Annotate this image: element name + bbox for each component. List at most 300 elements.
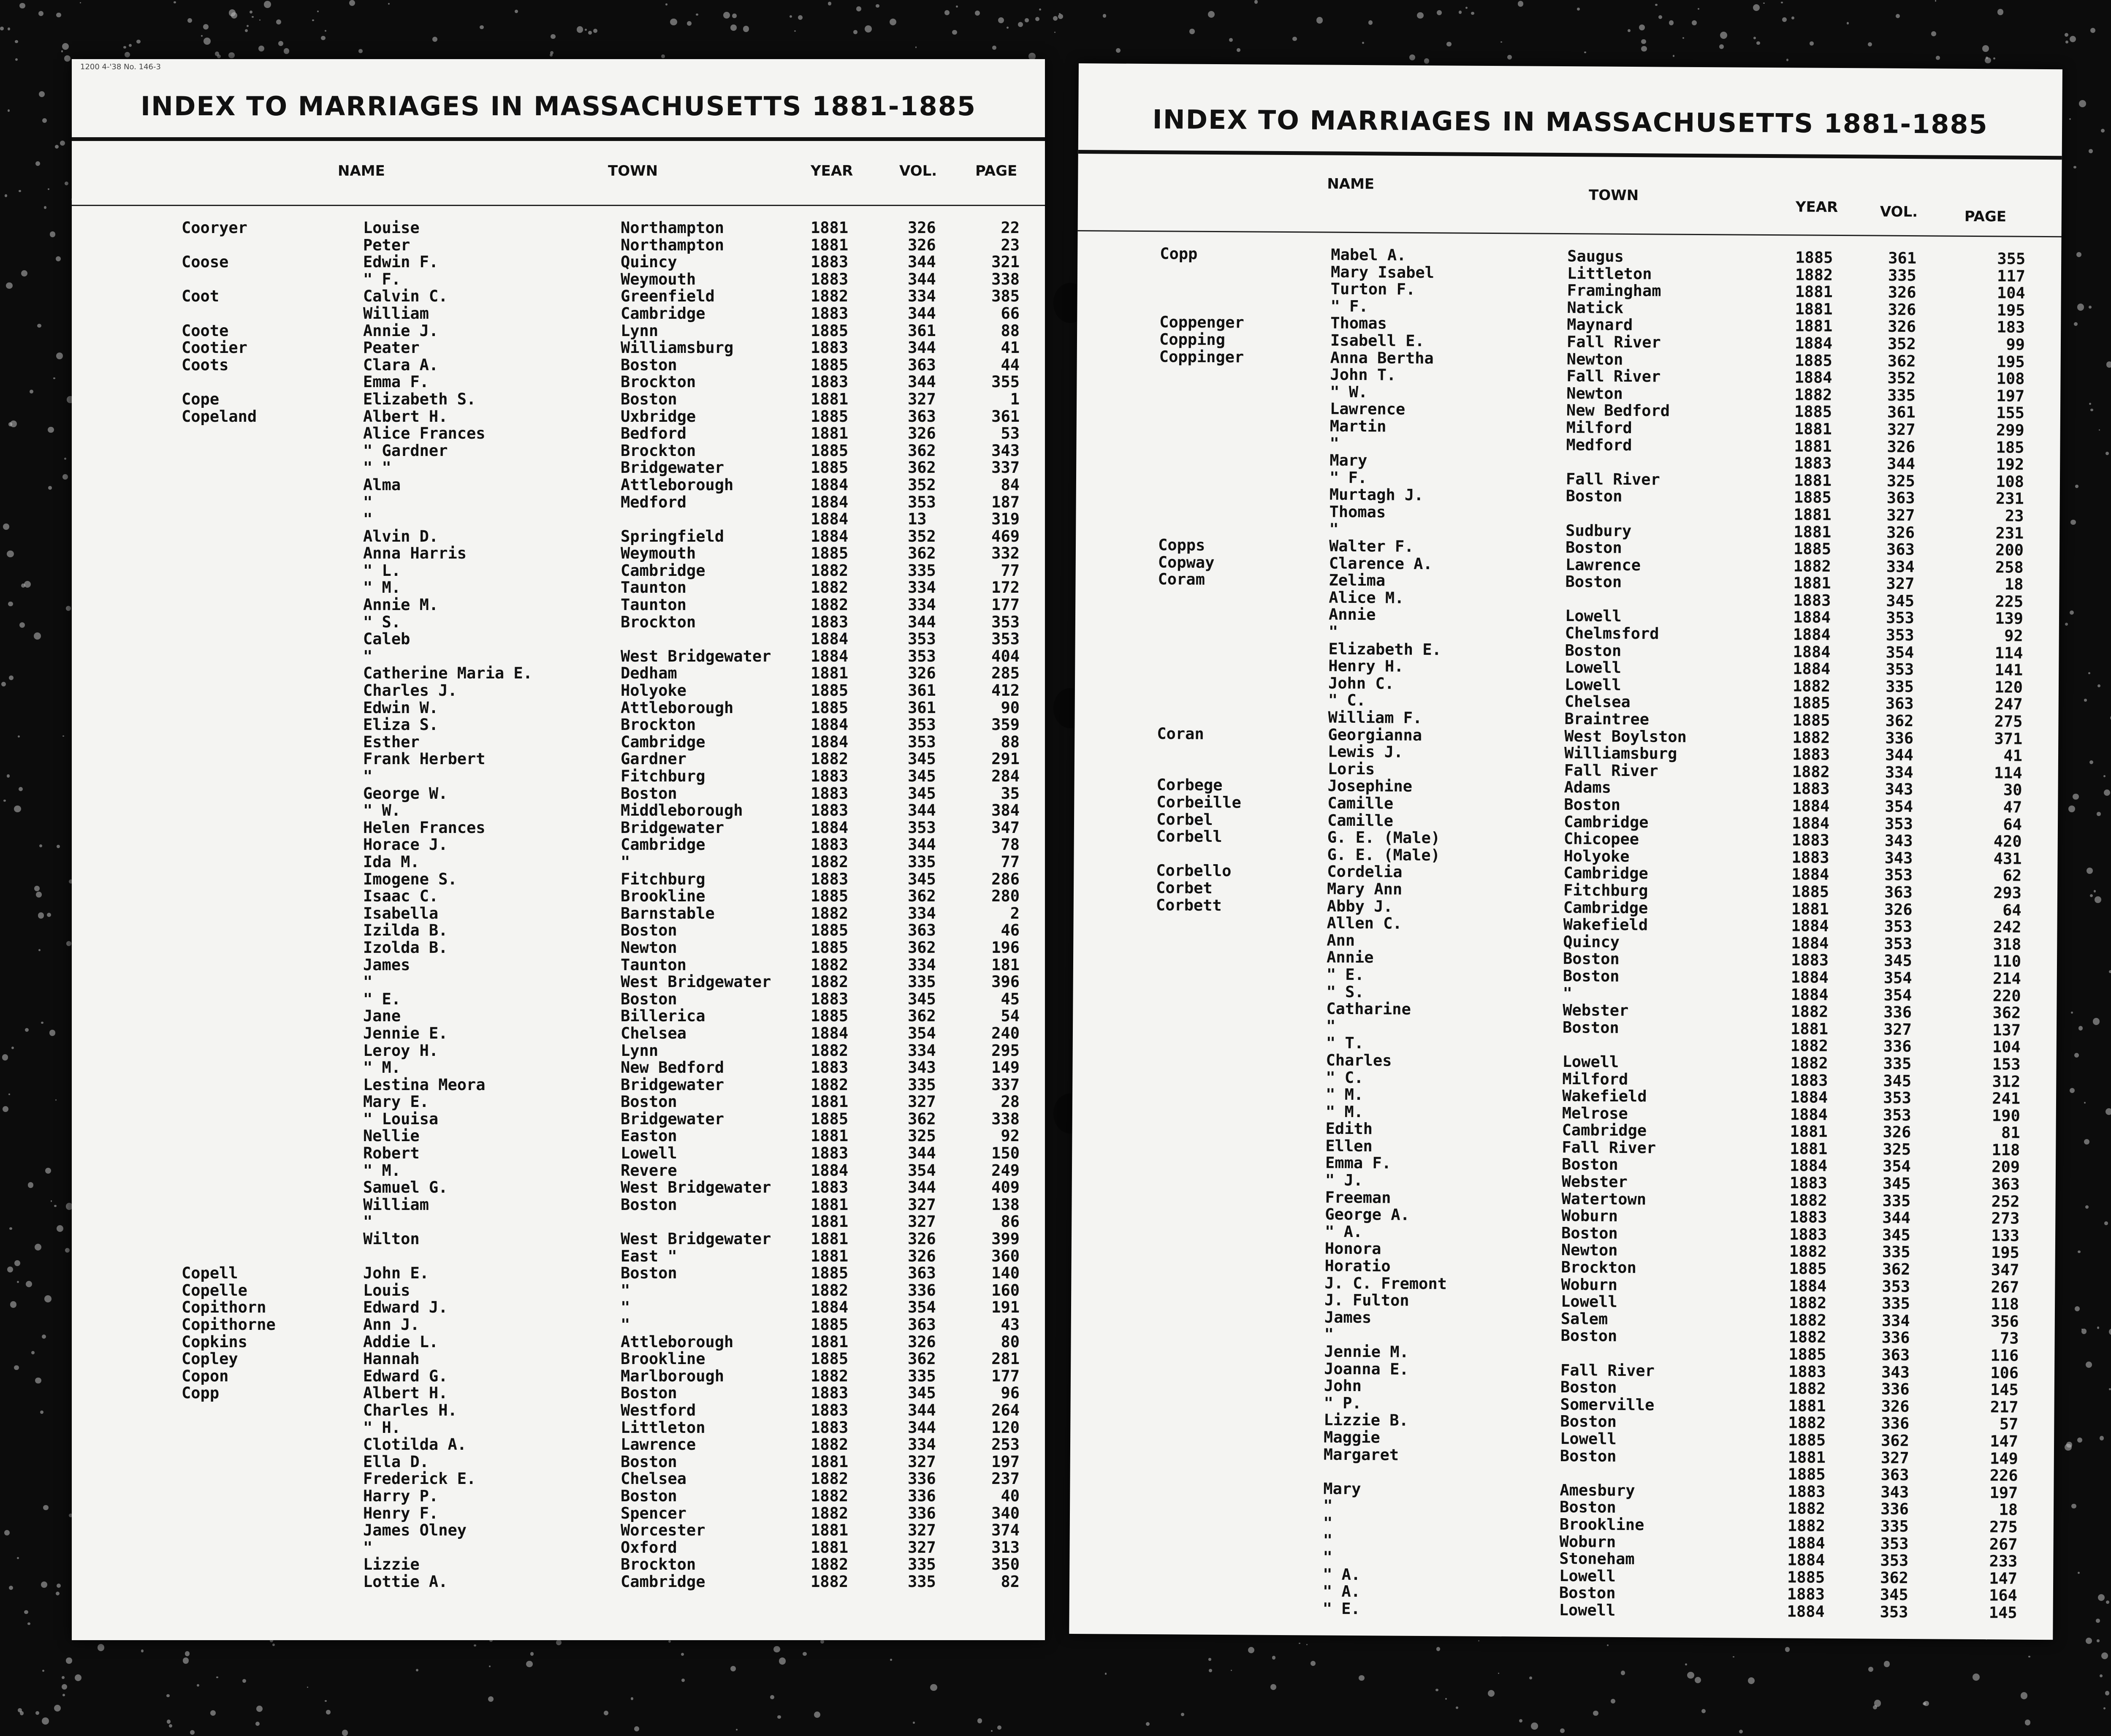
year-cell: 1883 xyxy=(811,784,849,803)
year-cell: 1883 xyxy=(811,1178,849,1197)
town-cell: Boston xyxy=(1560,1412,1617,1431)
header-rule xyxy=(1078,230,2062,237)
year-cell: 1884 xyxy=(1787,1533,1825,1552)
page-number-cell: 153 xyxy=(1992,1055,2021,1074)
surname-cell: Cootier xyxy=(182,339,247,357)
town-cell: Brockton xyxy=(621,716,696,734)
index-entry-row xyxy=(72,819,1045,837)
volume-cell: 344 xyxy=(1887,454,1916,473)
given-name-cell: Charles xyxy=(1326,1051,1392,1070)
volume-cell: 362 xyxy=(908,887,936,906)
form-stamp: 1200 4-'38 No. 146-3 xyxy=(80,62,161,71)
page-number-cell: 96 xyxy=(1001,1384,1020,1402)
index-entry-row xyxy=(72,597,1045,614)
year-cell: 1884 xyxy=(1792,797,1830,815)
index-entry-row xyxy=(72,1265,1045,1282)
page-number-cell: 191 xyxy=(991,1298,1020,1317)
town-cell: Bridgewater xyxy=(621,1075,724,1094)
surname-cell: Corbell xyxy=(1156,827,1222,846)
given-name-cell: Wilton xyxy=(363,1230,420,1248)
year-cell: 1881 xyxy=(1793,574,1831,593)
town-cell: Northampton xyxy=(621,219,724,237)
given-name-cell: Samuel G. xyxy=(363,1178,448,1197)
surname-cell: Copithorne xyxy=(182,1316,276,1334)
volume-cell: 336 xyxy=(1883,1003,1912,1022)
town-cell: Boston xyxy=(621,1452,677,1471)
surname-cell: Copon xyxy=(182,1367,229,1385)
year-cell: 1885 xyxy=(811,1007,849,1025)
year-cell: 1883 xyxy=(1789,1208,1827,1227)
page-number-cell: 226 xyxy=(1989,1466,2018,1485)
index-entry-row xyxy=(72,1179,1045,1196)
page-number-cell: 183 xyxy=(1997,318,2025,337)
year-cell: 1884 xyxy=(1793,643,1831,661)
page-number-cell: 319 xyxy=(991,510,1020,529)
volume-cell: 344 xyxy=(908,1144,936,1163)
volume-cell: 345 xyxy=(1883,952,1913,970)
town-cell: Medford xyxy=(1566,435,1632,454)
volume-cell: 327 xyxy=(908,1195,936,1214)
volume-cell: 327 xyxy=(908,390,936,408)
surname-cell: Corbet xyxy=(1156,879,1213,897)
year-cell: 1884 xyxy=(1791,865,1829,884)
volume-cell: 326 xyxy=(908,1230,936,1248)
page-number-cell: 200 xyxy=(1995,541,2024,559)
given-name-cell: Clotilda A. xyxy=(363,1435,467,1454)
town-cell: Williamsburg xyxy=(621,339,734,357)
town-cell: Littleton xyxy=(1567,264,1652,283)
year-cell: 1881 xyxy=(1794,505,1832,524)
year-cell: 1883 xyxy=(811,373,849,391)
town-cell: Milford xyxy=(1566,418,1632,437)
volume-cell: 344 xyxy=(1885,746,1913,765)
given-name-cell: William F. xyxy=(1328,708,1422,727)
index-entry-row xyxy=(72,1196,1045,1214)
town-cell: Woburn xyxy=(1561,1275,1618,1294)
given-name-cell: Esther xyxy=(363,732,420,751)
surname-cell: Coram xyxy=(1158,570,1205,589)
year-cell: 1885 xyxy=(811,544,849,563)
surname-cell: Copping xyxy=(1159,330,1226,349)
page-number-cell: 225 xyxy=(1995,592,2024,611)
page-number-cell: 338 xyxy=(991,270,1020,288)
given-name-cell: Alvin D. xyxy=(363,527,439,545)
page-number-cell: 347 xyxy=(1991,1261,2019,1279)
year-cell: 1881 xyxy=(1794,420,1832,438)
year-cell: 1885 xyxy=(1787,1568,1825,1587)
index-entry-row xyxy=(72,905,1045,922)
town-cell: Spencer xyxy=(621,1504,686,1522)
town-cell: Woburn xyxy=(1559,1532,1616,1551)
volume-cell: 336 xyxy=(908,1504,936,1522)
page-number-cell: 196 xyxy=(991,938,1020,957)
year-cell: 1881 xyxy=(1790,1122,1828,1141)
given-name-cell: " W. xyxy=(363,801,401,820)
given-name-cell: Eliza S. xyxy=(363,716,439,734)
year-cell: 1882 xyxy=(811,973,849,991)
volume-cell: 336 xyxy=(1880,1500,1909,1519)
town-cell: Worcester xyxy=(621,1521,705,1540)
town-cell: Easton xyxy=(621,1127,677,1145)
page-number-cell: 338 xyxy=(991,1109,1020,1128)
given-name-cell: Edwin W. xyxy=(363,698,439,717)
town-cell: Boston xyxy=(1560,1326,1617,1345)
page-number-cell: 108 xyxy=(1996,472,2024,491)
volume-cell: 327 xyxy=(1883,1020,1912,1039)
volume-cell: 352 xyxy=(1887,334,1916,353)
index-entry-row xyxy=(72,1093,1045,1111)
given-name-cell: Isabella xyxy=(363,904,439,922)
volume-cell: 362 xyxy=(1882,1260,1910,1279)
given-name-cell: Ann xyxy=(1327,931,1355,949)
volume-cell: 353 xyxy=(1882,1277,1910,1296)
town-cell: Boston xyxy=(621,921,677,940)
page-number-cell: 233 xyxy=(1989,1552,2018,1571)
year-cell: 1882 xyxy=(1792,728,1830,747)
year-cell: 1882 xyxy=(1788,1311,1827,1329)
volume-cell: 354 xyxy=(1886,643,1914,662)
town-cell: " xyxy=(1563,984,1572,1002)
index-entry-row xyxy=(72,1454,1045,1471)
town-cell: Somerville xyxy=(1560,1395,1655,1414)
town-cell: Brockton xyxy=(621,441,696,460)
right-page-title: INDEX TO MARRIAGES IN MASSACHUSETTS 1881-1885 xyxy=(1152,104,1988,140)
page-number-cell: 355 xyxy=(1997,250,2026,268)
index-entry-row xyxy=(72,1008,1045,1025)
given-name-cell: " C. xyxy=(1328,691,1366,710)
town-cell: Woburn xyxy=(1561,1207,1618,1226)
given-name-cell: Edith xyxy=(1325,1119,1373,1138)
page-number-cell: 295 xyxy=(991,1041,1020,1060)
given-name-cell: " T. xyxy=(1326,1033,1364,1052)
page-number-cell: 285 xyxy=(991,664,1020,683)
volume-cell: 344 xyxy=(908,1178,936,1197)
given-name-cell: Ellen xyxy=(1325,1137,1373,1156)
town-cell: Greenfield xyxy=(621,287,715,306)
index-entry-row xyxy=(72,1539,1045,1557)
year-cell: 1885 xyxy=(811,321,849,340)
index-entry-row xyxy=(72,1488,1045,1505)
page-number-cell: 44 xyxy=(1001,355,1020,374)
page-number-cell: 258 xyxy=(1995,558,2024,577)
volume-cell: 326 xyxy=(1887,437,1916,456)
given-name-cell: " A. xyxy=(1322,1582,1361,1601)
year-cell: 1883 xyxy=(811,870,849,888)
index-entry-row xyxy=(72,939,1045,957)
volume-cell: 353 xyxy=(1880,1534,1909,1553)
volume-cell: 343 xyxy=(1884,849,1913,867)
page-number-cell: 43 xyxy=(1001,1316,1020,1334)
header-page: PAGE xyxy=(975,163,1018,179)
town-cell: West Bridgewater xyxy=(621,1178,771,1197)
given-name-cell: Harry P. xyxy=(363,1486,439,1505)
page-number-cell: 66 xyxy=(1001,304,1020,323)
given-name-cell: Murtagh J. xyxy=(1329,485,1424,505)
surname-cell: Corbege xyxy=(1156,776,1223,795)
volume-cell: 335 xyxy=(908,561,936,580)
year-cell: 1883 xyxy=(1787,1585,1825,1604)
given-name-cell: Lawrence xyxy=(1330,399,1406,419)
page-number-cell: 253 xyxy=(991,1435,1020,1454)
page-number-cell: 237 xyxy=(991,1470,1020,1488)
given-name-cell: Annie xyxy=(1328,605,1376,624)
year-cell: 1883 xyxy=(811,253,849,271)
town-cell: Barnstable xyxy=(621,904,715,922)
town-cell: Weymouth xyxy=(621,544,696,563)
page-number-cell: 231 xyxy=(1995,489,2024,508)
year-cell: 1884 xyxy=(1789,1156,1828,1175)
volume-cell: 334 xyxy=(908,287,936,306)
page-number-cell: 145 xyxy=(1990,1381,2019,1399)
year-cell: 1881 xyxy=(811,390,849,408)
town-cell: Boston xyxy=(1565,572,1622,591)
town-cell: Chelsea xyxy=(621,1470,686,1488)
town-cell: Cambridge xyxy=(1563,898,1648,917)
given-name-cell: Albert H. xyxy=(363,1384,448,1402)
volume-cell: 327 xyxy=(908,1452,936,1471)
year-cell: 1881 xyxy=(811,664,849,683)
volume-cell: 326 xyxy=(908,236,936,254)
given-name-cell: Robert xyxy=(363,1144,420,1163)
year-cell: 1883 xyxy=(811,835,849,854)
given-name-cell: J. Fulton xyxy=(1324,1291,1409,1310)
given-name-cell: Albert H. xyxy=(363,407,448,426)
page-number-cell: 192 xyxy=(1996,455,2024,474)
volume-cell: 363 xyxy=(908,1264,936,1283)
volume-cell: 344 xyxy=(908,835,936,854)
surname-cell: Copp xyxy=(182,1384,220,1402)
index-entry-row xyxy=(72,442,1045,460)
town-cell: Chelsea xyxy=(1564,692,1631,711)
given-name-cell: Loris xyxy=(1327,760,1375,778)
year-cell: 1884 xyxy=(1791,968,1829,987)
town-cell: Framingham xyxy=(1567,281,1661,300)
given-name-cell: " xyxy=(363,767,373,785)
year-cell: 1885 xyxy=(811,698,849,717)
page-number-cell: 374 xyxy=(991,1521,1020,1540)
volume-cell: 326 xyxy=(1888,283,1916,302)
page-number-cell: 147 xyxy=(1989,1569,2018,1588)
page-number-cell: 147 xyxy=(1990,1432,2019,1451)
header-town: TOWN xyxy=(1588,187,1639,204)
page-number-cell: 267 xyxy=(1991,1278,2019,1297)
town-cell: Boston xyxy=(1561,1223,1618,1242)
year-cell: 1883 xyxy=(811,767,849,785)
year-cell: 1884 xyxy=(1791,917,1829,936)
year-cell: 1884 xyxy=(1790,1088,1828,1107)
page-number-cell: 99 xyxy=(2006,335,2025,354)
volume-cell: 353 xyxy=(1884,917,1913,936)
page-number-cell: 18 xyxy=(2004,575,2024,594)
year-cell: 1882 xyxy=(1788,1413,1826,1432)
page-number-cell: 337 xyxy=(991,458,1020,477)
given-name-cell: Edward G. xyxy=(363,1367,448,1385)
header-vol: VOL. xyxy=(1880,203,1918,221)
given-name-cell: Caleb xyxy=(363,630,410,648)
page-number-cell: 30 xyxy=(2003,781,2022,800)
given-name-cell: James Olney xyxy=(363,1521,467,1540)
given-name-cell: Horace J. xyxy=(363,835,448,854)
year-cell: 1881 xyxy=(811,1521,849,1540)
year-cell: 1882 xyxy=(1792,677,1831,695)
town-cell: Oxford xyxy=(621,1538,677,1557)
year-cell: 1881 xyxy=(1794,437,1832,456)
index-entry-row xyxy=(72,700,1045,717)
volume-cell: 353 xyxy=(908,732,936,751)
page-number-cell: 197 xyxy=(1996,387,2025,405)
volume-cell: 344 xyxy=(908,1418,936,1437)
page-number-cell: 214 xyxy=(1992,969,2021,988)
town-cell: Littleton xyxy=(621,1418,705,1437)
page-number-cell: 2 xyxy=(1010,904,1020,922)
town-cell: Boston xyxy=(621,990,677,1008)
year-cell: 1884 xyxy=(811,732,849,751)
town-cell: Lawrence xyxy=(621,1435,696,1454)
town-cell: West Bridgewater xyxy=(621,1230,771,1248)
given-name-cell: " F. xyxy=(1329,468,1368,487)
page-number-cell: 362 xyxy=(1992,1004,2021,1022)
volume-cell: 326 xyxy=(908,1332,936,1351)
town-cell: Lowell xyxy=(1560,1429,1617,1448)
page-number-cell: 18 xyxy=(1999,1500,2018,1519)
given-name-cell: Henry F. xyxy=(363,1504,439,1522)
page-number-cell: 145 xyxy=(1989,1603,2017,1622)
volume-cell: 336 xyxy=(1881,1380,1910,1399)
volume-cell: 334 xyxy=(1881,1311,1910,1330)
surname-cell: Copps xyxy=(1158,536,1205,554)
town-cell: Billerica xyxy=(621,1007,705,1025)
index-entry-row xyxy=(72,477,1045,494)
town-cell: Marlborough xyxy=(621,1367,724,1385)
page-number-cell: 318 xyxy=(1993,935,2021,954)
given-name-cell: Anna Harris xyxy=(363,544,467,563)
surname-cell: Coppenger xyxy=(1159,313,1244,332)
volume-cell: 335 xyxy=(1880,1517,1909,1536)
volume-cell: 345 xyxy=(908,1384,936,1402)
given-name-cell: George W. xyxy=(363,784,448,803)
volume-cell: 363 xyxy=(908,1316,936,1334)
volume-cell: 336 xyxy=(908,1470,936,1488)
page-number-cell: 469 xyxy=(991,527,1020,545)
index-entry-row xyxy=(72,1145,1045,1162)
given-name-cell: Ida M. xyxy=(363,852,420,871)
year-cell: 1882 xyxy=(811,1435,849,1454)
page-number-cell: 92 xyxy=(2004,627,2023,645)
index-entry-row xyxy=(72,1162,1045,1180)
given-name-cell: Camille xyxy=(1327,794,1394,813)
year-cell: 1883 xyxy=(1791,831,1830,850)
page-number-cell: 53 xyxy=(1001,424,1020,443)
year-cell: 1885 xyxy=(811,407,849,426)
index-entry-row xyxy=(72,1334,1045,1351)
index-entry-row xyxy=(72,408,1045,426)
page-number-cell: 177 xyxy=(991,1367,1020,1385)
given-name-cell: John xyxy=(1324,1376,1362,1395)
page-number-cell: 353 xyxy=(991,613,1020,631)
town-cell: Boston xyxy=(1561,1155,1618,1174)
page-number-cell: 181 xyxy=(991,955,1020,974)
given-name-cell: Nellie xyxy=(363,1127,420,1145)
town-cell: Bridgewater xyxy=(621,818,724,837)
town-cell: Boston xyxy=(1563,949,1620,968)
year-cell: 1885 xyxy=(1792,694,1831,713)
page-number-cell: 312 xyxy=(1992,1072,2021,1091)
town-cell: Boston xyxy=(621,390,677,408)
surname-cell: Corbello xyxy=(1156,861,1232,880)
volume-cell: 361 xyxy=(908,698,936,717)
year-cell: 1882 xyxy=(1791,1002,1829,1021)
town-cell: Fitchburg xyxy=(621,767,705,785)
page-number-cell: 340 xyxy=(991,1504,1020,1522)
year-cell: 1883 xyxy=(1789,1225,1827,1244)
town-cell: Boston xyxy=(621,1486,677,1505)
given-name-cell: Calvin C. xyxy=(363,287,448,306)
page-number-cell: 264 xyxy=(991,1401,1020,1419)
given-name-cell: John E. xyxy=(363,1264,429,1283)
volume-cell: 334 xyxy=(908,1435,936,1454)
town-cell: Williamsburg xyxy=(1564,744,1677,763)
volume-cell: 326 xyxy=(1886,523,1915,542)
page-number-cell: 197 xyxy=(1989,1483,2018,1502)
given-name-cell: Emma F. xyxy=(363,373,429,391)
year-cell: 1885 xyxy=(811,441,849,460)
year-cell: 1885 xyxy=(1794,351,1832,370)
index-entry-row xyxy=(72,716,1045,734)
year-cell: 1882 xyxy=(811,1504,849,1522)
volume-cell: 343 xyxy=(1881,1363,1910,1381)
year-cell: 1883 xyxy=(1788,1482,1826,1501)
volume-cell: 363 xyxy=(908,407,936,426)
year-cell: 1882 xyxy=(811,1486,849,1505)
volume-cell: 327 xyxy=(1886,574,1915,593)
index-entry-row xyxy=(72,459,1045,477)
year-cell: 1884 xyxy=(811,1024,849,1042)
town-cell: Chelsea xyxy=(621,1024,686,1042)
given-name-cell: Charles J. xyxy=(363,681,457,700)
given-name-cell: Louise xyxy=(363,219,420,237)
volume-cell: 354 xyxy=(908,1161,936,1180)
given-name-cell: " xyxy=(1326,1017,1336,1035)
volume-cell: 335 xyxy=(908,973,936,991)
volume-cell: 353 xyxy=(1886,626,1914,645)
volume-cell: 362 xyxy=(1880,1568,1909,1587)
index-entry-row xyxy=(72,1505,1045,1522)
volume-cell: 344 xyxy=(908,339,936,357)
page-number-cell: 92 xyxy=(1001,1127,1020,1145)
town-cell: Milford xyxy=(1562,1069,1628,1088)
year-cell: 1883 xyxy=(1790,1071,1828,1090)
volume-cell: 345 xyxy=(908,990,936,1008)
given-name-cell: Jennie E. xyxy=(363,1024,448,1042)
index-entry-row xyxy=(72,888,1045,905)
index-entry-row xyxy=(72,1128,1045,1145)
year-cell: 1884 xyxy=(811,510,849,529)
page-number-cell: 220 xyxy=(1992,986,2021,1005)
town-cell: Lowell xyxy=(1560,1292,1617,1311)
town-cell: East " xyxy=(621,1247,677,1265)
volume-cell: 344 xyxy=(908,253,936,271)
page-number-cell: 140 xyxy=(991,1264,1020,1283)
town-cell: Wakefield xyxy=(1562,1087,1647,1106)
index-entry-row xyxy=(72,1248,1045,1265)
page-number-cell: 40 xyxy=(1001,1486,1020,1505)
page-number-cell: 217 xyxy=(1990,1398,2019,1416)
index-entry-row xyxy=(72,1213,1045,1231)
year-cell: 1883 xyxy=(811,1418,849,1437)
town-cell: Attleborough xyxy=(621,475,734,494)
town-cell: Fall River xyxy=(1566,367,1661,386)
surname-cell: Coot xyxy=(182,287,220,306)
